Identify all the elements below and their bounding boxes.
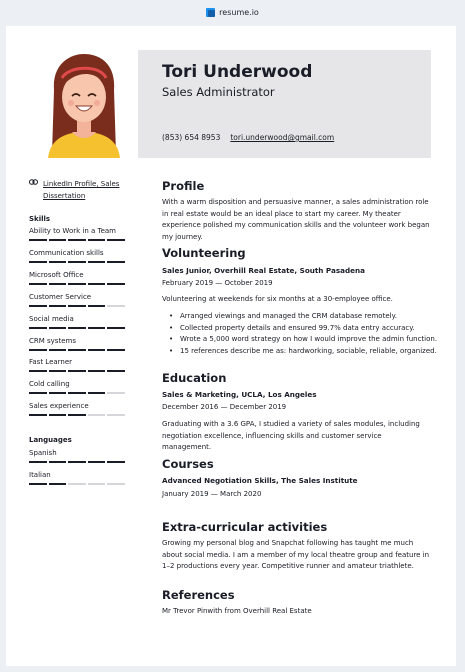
email-link[interactable]: tori.underwood@gmail.com bbox=[230, 133, 335, 142]
skill-level-segment bbox=[107, 349, 125, 351]
skill-level-segment bbox=[88, 349, 106, 351]
skill-level-segment bbox=[68, 414, 86, 416]
skill-label: Social media bbox=[29, 314, 74, 323]
skill-level-segment bbox=[29, 483, 47, 485]
profile-text: With a warm disposition and persuasive manner, a sales administration role in real estate would be an ideal place to start my career. My theater experience polished my communication skills and the volunteer work began my journey. bbox=[162, 198, 430, 241]
education-dates: December 2016 — December 2019 bbox=[162, 403, 287, 411]
skill-level-segment bbox=[107, 414, 125, 416]
skill-level-segment bbox=[68, 305, 86, 307]
skill-level-bars bbox=[29, 239, 127, 241]
skill-row bbox=[29, 293, 127, 307]
volunteering-bullets bbox=[174, 311, 436, 357]
list-item: • Wrote a 5,000 word strategy on how I would improve the admin function. bbox=[174, 334, 436, 346]
skill-level-segment bbox=[29, 370, 47, 372]
skill-row bbox=[29, 449, 127, 463]
volunteering-role: Sales Junior, Overhill Real Estate, South Pasadena bbox=[162, 266, 365, 275]
skill-row bbox=[29, 337, 127, 351]
references-heading: References bbox=[162, 588, 235, 602]
languages-heading: Languages bbox=[29, 436, 72, 444]
skill-level-segment bbox=[29, 414, 47, 416]
brand-name: resume.io bbox=[219, 7, 259, 17]
skill-level-segment bbox=[88, 483, 106, 485]
education-degree: Sales & Marketing, UCLA, Los Angeles bbox=[162, 390, 317, 399]
skill-level-segment bbox=[68, 370, 86, 372]
skill-level-bars bbox=[29, 283, 127, 285]
profile-heading: Profile bbox=[162, 179, 205, 193]
skill-level-segment bbox=[49, 370, 67, 372]
skill-level-segment bbox=[49, 261, 67, 263]
skill-level-segment bbox=[49, 414, 67, 416]
education-text: Graduating with a 3.6 GPA, I studied a variety of sales modules, including negotiation excellence, influencing skills and customer service management. bbox=[162, 420, 420, 451]
skill-level-segment bbox=[88, 392, 106, 394]
skill-level-segment bbox=[88, 283, 106, 285]
skill-level-segment bbox=[107, 461, 125, 463]
education-heading: Education bbox=[162, 371, 227, 385]
skill-level-segment bbox=[88, 414, 106, 416]
list-item: • Collected property details and ensured 99.7% data entry accuracy. bbox=[174, 323, 436, 335]
skill-level-segment bbox=[68, 461, 86, 463]
skill-level-segment bbox=[88, 327, 106, 329]
skill-label: Cold calling bbox=[29, 380, 70, 389]
extra-text: Growing my personal blog and Snapchat following has taught me much about social media. I am a member of my local theatre group and feature in 1–2 productions every year. Competitive runner and amateur triathlete. bbox=[162, 539, 430, 570]
skill-level-segment bbox=[29, 239, 47, 241]
profile-links bbox=[29, 178, 133, 202]
skill-row bbox=[29, 227, 127, 241]
skill-label: Ability to Work in a Team bbox=[29, 227, 117, 235]
courses-heading: Courses bbox=[162, 457, 214, 471]
volunteering-dates: February 2019 — October 2019 bbox=[162, 279, 273, 287]
skill-level-segment bbox=[49, 239, 67, 241]
skill-level-segment bbox=[68, 349, 86, 351]
skill-row bbox=[29, 358, 127, 372]
course-name: Advanced Negotiation Skills, The Sales Institute bbox=[162, 476, 358, 485]
course-dates: January 2019 — March 2020 bbox=[162, 490, 262, 498]
list-item: • Arranged viewings and managed the CRM database remotely. bbox=[174, 311, 436, 323]
skill-level-segment bbox=[88, 370, 106, 372]
skill-level-segment bbox=[88, 239, 106, 241]
extra-heading: Extra-curricular activities bbox=[162, 520, 328, 534]
skill-label: Sales experience bbox=[29, 402, 89, 411]
skill-level-segment bbox=[107, 392, 125, 394]
skill-level-segment bbox=[29, 305, 47, 307]
skill-level-bars bbox=[29, 414, 127, 416]
skill-level-segment bbox=[49, 305, 67, 307]
skill-label: Italian bbox=[29, 471, 51, 479]
skill-level-segment bbox=[49, 461, 67, 463]
skill-row bbox=[29, 271, 127, 285]
skill-level-segment bbox=[49, 327, 67, 329]
skill-level-segment bbox=[68, 392, 86, 394]
skill-level-segment bbox=[107, 305, 125, 307]
skill-level-segment bbox=[88, 461, 106, 463]
skill-label: Microsoft Office bbox=[29, 270, 84, 279]
top-bar bbox=[0, 0, 465, 24]
skill-level-segment bbox=[29, 349, 47, 351]
skill-level-bars bbox=[29, 370, 127, 372]
skill-level-segment bbox=[49, 349, 67, 351]
contact-info bbox=[162, 133, 334, 142]
skill-level-segment bbox=[68, 327, 86, 329]
volunteering-heading: Volunteering bbox=[162, 246, 246, 260]
skill-level-segment bbox=[107, 283, 125, 285]
skill-level-segment bbox=[29, 461, 47, 463]
skill-row bbox=[29, 402, 127, 416]
skill-level-segment bbox=[49, 392, 67, 394]
skill-level-segment bbox=[107, 370, 125, 372]
skill-level-segment bbox=[107, 261, 125, 263]
skill-level-segment bbox=[29, 261, 47, 263]
skill-level-segment bbox=[107, 483, 125, 485]
candidate-name: Tori Underwood bbox=[162, 62, 313, 82]
skill-level-segment bbox=[29, 392, 47, 394]
skill-level-bars bbox=[29, 327, 127, 329]
skill-label: Spanish bbox=[29, 449, 57, 457]
skill-label: Communication skills bbox=[29, 248, 104, 257]
skill-level-bars bbox=[29, 261, 127, 263]
skill-level-segment bbox=[68, 261, 86, 263]
resume-page bbox=[6, 26, 456, 666]
skill-label: Customer Service bbox=[29, 292, 92, 301]
skill-row bbox=[29, 249, 127, 263]
skill-label: CRM systems bbox=[29, 336, 76, 345]
skill-row bbox=[29, 380, 127, 394]
skill-level-segment bbox=[107, 239, 125, 241]
skill-level-segment bbox=[29, 283, 47, 285]
skill-level-segment bbox=[29, 327, 47, 329]
list-item: • 15 references describe me as: hardworking, sociable, reliable, organized. bbox=[174, 346, 436, 358]
skill-level-bars bbox=[29, 349, 127, 351]
skill-level-segment bbox=[68, 483, 86, 485]
skill-label: Fast Learner bbox=[29, 358, 73, 367]
skill-row bbox=[29, 471, 127, 485]
job-title: Sales Administrator bbox=[162, 85, 275, 99]
skill-level-bars bbox=[29, 483, 127, 485]
skill-level-segment bbox=[68, 239, 86, 241]
avatar bbox=[42, 50, 126, 158]
skill-level-bars bbox=[29, 305, 127, 307]
skill-level-bars bbox=[29, 392, 127, 394]
skills-heading: Skills bbox=[29, 215, 51, 223]
skill-level-bars bbox=[29, 461, 127, 463]
skill-row bbox=[29, 315, 127, 329]
skill-level-segment bbox=[68, 283, 86, 285]
skill-level-segment bbox=[49, 483, 67, 485]
linkedin-profile-link[interactable]: LinkedIn Profile, Sales Dissertation bbox=[43, 180, 120, 200]
phone-number: (853) 654 8953 bbox=[162, 133, 221, 142]
skill-level-segment bbox=[107, 327, 125, 329]
references-text: Mr Trevor Pinwith from Overhill Real Estate bbox=[162, 607, 312, 615]
skill-level-segment bbox=[88, 261, 106, 263]
skill-level-segment bbox=[49, 283, 67, 285]
resume-io-logo-icon bbox=[206, 8, 215, 17]
link-icon bbox=[29, 179, 38, 185]
skill-level-segment bbox=[88, 305, 106, 307]
volunteering-summary: Volunteering at weekends for six months at a 30-employee office. bbox=[162, 295, 393, 303]
